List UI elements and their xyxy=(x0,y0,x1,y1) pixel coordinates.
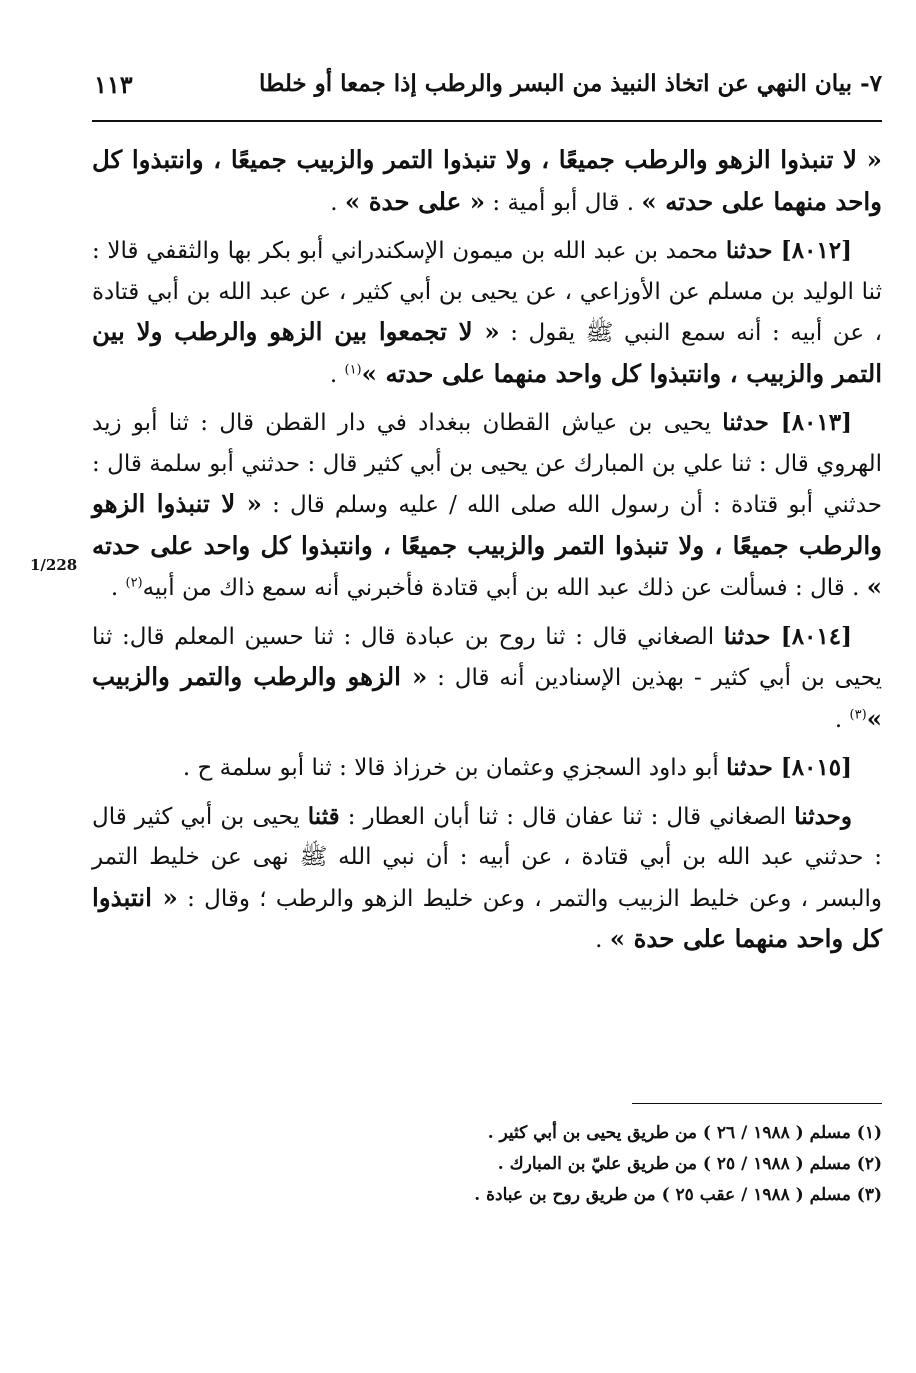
hadith-number: [٨٠١٥] xyxy=(780,754,852,781)
hadith-number: [٨٠١٤] xyxy=(780,622,852,650)
main-text xyxy=(92,140,882,969)
hadith-quote: « على حدة » xyxy=(344,186,486,216)
paragraph-8014 xyxy=(92,617,882,741)
isnad-text: الصغاني قال : ثنا روح بن عبادة قال : ثنا حسين المعلم قال: ثنا يحيى بن أبي كثير - بهذين الإسنادين أنه قال : xyxy=(92,623,882,691)
hadith-quote: « لا تنبذوا الزهو والرطب جميعًا ، ولا تنبذوا التمر والزبيب جميعًا ، وانتبذوا كل واحد منهما على حدته » xyxy=(92,145,882,216)
text-span: . قال أبو أمية : xyxy=(485,189,642,216)
narration-keyword: حدثنا xyxy=(723,622,781,650)
text-span: . xyxy=(595,927,610,953)
page-header xyxy=(92,64,882,122)
hadith-number: [٨٠١٣] xyxy=(780,409,852,436)
isnad-text: يحيى بن أبي كثير قال : حدثني عبد الله بن أبي قتادة ، عن أبيه : أن نبي الله ﷺ نهى عن خليط التمر والبسر ، وعن خليط الزبيب والتمر ، وعن خليط الزهو والرطب ؛ وقال : xyxy=(92,803,882,912)
hadith-quote: « لا تنبذوا الزهو والرطب جميعًا ، ولا تنبذوا التمر والزبيب جميعًا ، وانتبذوا كل واحد على حدته » xyxy=(92,489,882,601)
hadith-quote: « لا تجمعوا بين الزهو والرطب ولا بين التمر والزبيب ، وانتبذوا كل واحد منهما على حدته » xyxy=(92,317,882,388)
footnote-3: (٣) مسلم ( ١٩٨٨ / عقب ٢٥ ) من طريق روح بن عبادة . xyxy=(474,1185,882,1205)
chapter-title: ٧- بيان النهي عن اتخاذ النبيذ من البسر والرطب إذا جمعا أو خلطا xyxy=(258,70,882,97)
paragraph-1 xyxy=(92,140,882,223)
narration-keyword: قثنا xyxy=(307,802,340,830)
paragraph-8012 xyxy=(92,231,882,395)
hadith-number: [٨٠١٢] xyxy=(780,237,852,264)
paragraph-8013 xyxy=(92,403,882,609)
footnote-marker: (٢) xyxy=(125,575,143,591)
narration-keyword: وحدثنا xyxy=(794,802,852,830)
text-span: . قال : فسألت عن ذلك عبد الله بن أبي قتادة فأخبرني أنه سمع ذاك من أبيه xyxy=(142,575,867,601)
text-span: . xyxy=(110,575,126,601)
hadith-quote: « انتبذوا كل واحد منهما على حدة » xyxy=(92,882,882,953)
footnotes xyxy=(92,1118,882,1211)
paragraph-8015-cont xyxy=(92,797,882,961)
footnote-1: (١) مسلم ( ١٩٨٨ / ٢٦ ) من طريق يحيى بن أبي كثير . xyxy=(487,1123,882,1143)
text-span: . xyxy=(834,706,850,733)
page-number: ١١٣ xyxy=(94,70,133,99)
footnote-marker: (٣) xyxy=(849,706,867,722)
narration-keyword: حدثنا xyxy=(726,754,781,781)
text-span: . xyxy=(330,189,345,216)
footnote-2: (٢) مسلم ( ١٩٨٨ / ٢٥ ) من طريق عليّ بن المبارك . xyxy=(497,1154,882,1174)
isnad-text: أبو داود السجزي وعثمان بن خرزاذ قالا : ثنا أبو سلمة ح . xyxy=(182,755,727,781)
footnote-divider xyxy=(632,1103,882,1104)
isnad-text: يحيى بن عياش القطان ببغداد في دار القطن قال : ثنا أبو زيد الهروي قال : ثنا علي بن المبارك عن يحيى بن أبي كثير قال : حدثني أبو سلمة قال : حدثني أبو قتادة : أن رسول الله صلى الله / عليه وسلم قال : xyxy=(92,410,882,518)
footnote-marker: (١) xyxy=(344,361,362,377)
paragraph-8015 xyxy=(92,748,882,789)
margin-reference: 1/228 xyxy=(30,556,78,574)
text-span: . xyxy=(329,361,345,388)
hadith-quote: « الزهو والرطب والتمر والزبيب » xyxy=(92,662,882,733)
narration-keyword: حدثنا xyxy=(722,409,781,436)
isnad-text: محمد بن عبد الله بن ميمون الإسكندراني أبو بكر بها والثقفي قالا : ثنا الوليد بن مسلم عن الأوزاعي ، عن يحيى بن أبي كثير ، عن عبد الله بن أبي قتادة ، عن أبيه : أنه سمع النبي ﷺ يقول : xyxy=(92,238,882,346)
isnad-text: الصغاني قال : ثنا عفان قال : ثنا أبان العطار : xyxy=(339,803,795,830)
narration-keyword: حدثنا xyxy=(725,237,781,264)
